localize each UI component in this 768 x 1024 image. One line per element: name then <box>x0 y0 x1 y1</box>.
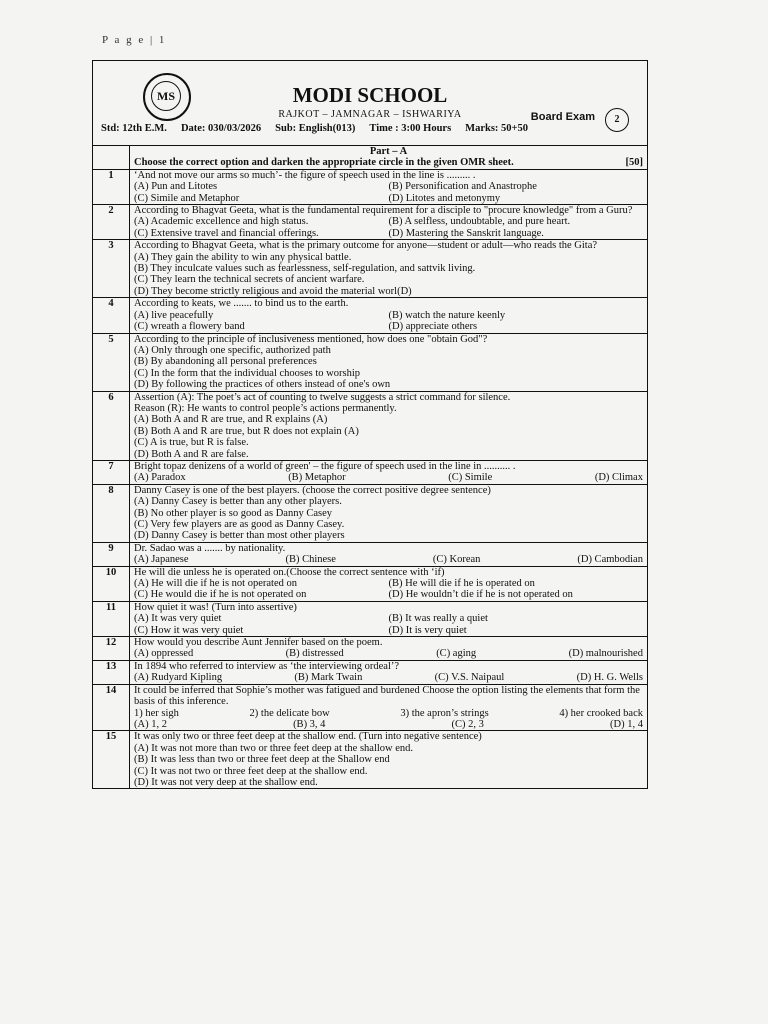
answer-option: (B) distressed <box>285 648 344 660</box>
options-list <box>134 414 643 460</box>
options-row <box>134 648 643 659</box>
part-header-cell <box>130 146 648 170</box>
exam-type: Board Exam <box>530 111 595 123</box>
answer-option: (B) 3, 4 <box>293 718 326 730</box>
question-body <box>130 460 648 484</box>
answer-option: (D) malnourished <box>568 648 643 660</box>
answer-option: (B) He will die if he is operated on <box>388 578 535 590</box>
question-number: 4 <box>93 298 130 333</box>
answer-option: (D) It was not very deep at the shallow end. <box>134 776 318 788</box>
question-row <box>93 333 648 391</box>
question-number: 11 <box>93 601 130 636</box>
options-list <box>134 496 643 542</box>
question-body <box>130 601 648 636</box>
answer-option: (A) Rudyard Kipling <box>134 672 223 684</box>
question-number: 7 <box>93 460 130 484</box>
question-body <box>130 660 648 684</box>
options-row <box>134 672 643 683</box>
answer-option: (A) He will die if he is not operated on <box>134 578 297 590</box>
question-body <box>130 298 648 333</box>
answer-option: (C) A is true, but R is false. <box>134 437 249 449</box>
options-grid <box>134 181 643 204</box>
answer-option: (C) aging <box>436 648 477 660</box>
answer-option: (B) watch the nature keenly <box>388 309 506 321</box>
answer-option: (B) A selfless, undoubtable, and pure heart. <box>388 216 571 228</box>
time-label: Time : 3:00 Hours <box>369 123 452 134</box>
question-number: 5 <box>93 333 130 391</box>
question-text: Danny Casey is one of the best players. (choose the correct positive degree sentence) <box>134 484 491 496</box>
answer-option: (B) Metaphor <box>288 472 346 484</box>
inference-items <box>134 708 643 719</box>
question-row <box>93 684 648 731</box>
question-number: 15 <box>93 731 130 789</box>
answer-option: (D) Mastering the Sanskrit language. <box>388 227 544 239</box>
question-body <box>130 333 648 391</box>
question-body <box>130 542 648 566</box>
answer-option: (C) Extensive travel and financial offerings. <box>134 227 319 239</box>
part-marks: [50] <box>625 157 643 169</box>
question-text: According to the principle of inclusiveness mentioned, how does one "obtain God"? <box>134 333 488 345</box>
question-row <box>93 460 648 484</box>
answer-option: (A) It was very quiet <box>134 613 222 625</box>
logo-emblem: MS <box>151 81 181 111</box>
answer-option: (A) Paradox <box>134 472 186 484</box>
marks-label: Marks: 50+50 <box>465 123 529 134</box>
options-row <box>134 719 643 730</box>
question-number: 13 <box>93 660 130 684</box>
question-number: 12 <box>93 637 130 661</box>
options-grid <box>134 310 643 333</box>
answer-option: (D) Both A and R are false. <box>134 448 249 460</box>
answer-option: (D) Cambodian <box>577 554 643 566</box>
question-text: It was only two or three feet deep at the shallow end. (Turn into negative sentence) <box>134 731 482 743</box>
school-locations: RAJKOT – JAMNAGAR – ISHWARIYA <box>278 109 462 120</box>
question-body <box>130 566 648 601</box>
answer-option: (B) Mark Twain <box>294 672 363 684</box>
question-body <box>130 205 648 240</box>
question-text: He will die unless he is operated on.(Choose the correct sentence with ‘if) <box>134 566 445 578</box>
answer-option: (A) It was not more than two or three feet deep at the shallow end. <box>134 742 414 754</box>
answer-option: (C) How it was very quiet <box>134 624 244 636</box>
date-label: Date: 030/03/2026 <box>180 123 262 134</box>
answer-option: (C) wreath a flowery band <box>134 321 245 333</box>
exam-header <box>92 60 648 145</box>
part-title: Part – A <box>369 146 408 157</box>
part-instruction-row <box>134 157 643 168</box>
question-text: In 1894 who referred to interview as ‘the interviewing ordeal’? <box>134 660 400 672</box>
question-row <box>93 484 648 542</box>
question-row <box>93 205 648 240</box>
question-number: 14 <box>93 684 130 731</box>
answer-option: (B) They inculcate values such as fearlessness, self-regulation, and sattvik living. <box>134 263 476 275</box>
answer-option: (A) Pun and Litotes <box>134 181 218 193</box>
answer-option: (D) Climax <box>594 472 643 484</box>
answer-option: (D) 1, 4 <box>610 718 643 730</box>
answer-option: (A) Both A and R are true, and R explains (A) <box>134 414 328 426</box>
question-row <box>93 637 648 661</box>
paper-number-badge: 2 <box>605 108 629 132</box>
question-number: 2 <box>93 205 130 240</box>
answer-option: (B) No other player is so good as Danny Casey <box>134 507 333 519</box>
answer-option: (D) H. G. Wells <box>576 672 643 684</box>
answer-option: (C) Simile and Metaphor <box>134 192 240 204</box>
question-number: 10 <box>93 566 130 601</box>
subject-label: Sub: English(013) <box>275 123 356 134</box>
options-list <box>134 252 643 298</box>
inference-item: 4) her crooked back <box>559 707 643 719</box>
question-body <box>130 391 648 460</box>
answer-option: (D) It is very quiet <box>388 624 467 636</box>
exam-sheet <box>92 60 648 932</box>
answer-option: (B) Both A and R are true, but R does not explain (A) <box>134 425 359 437</box>
question-body <box>130 731 648 789</box>
options-row <box>134 554 643 565</box>
options-list <box>134 743 643 789</box>
answer-option: (B) Chinese <box>285 554 336 566</box>
answer-option: (D) By following the practices of others instead of one's own <box>134 379 391 391</box>
question-body <box>130 484 648 542</box>
question-number: 6 <box>93 391 130 460</box>
answer-option: (A) Only through one specific, authorized path <box>134 344 331 356</box>
question-row <box>93 542 648 566</box>
page-label: P a g e | 1 <box>102 34 167 46</box>
question-text: How quiet it was! (Turn into assertive) <box>134 601 297 613</box>
question-row <box>93 601 648 636</box>
answer-option: (D) He wouldn’t die if he is not operated on <box>388 589 573 601</box>
question-number: 8 <box>93 484 130 542</box>
part-header-spacer <box>93 146 130 170</box>
answer-option: (C) Korean <box>432 554 481 566</box>
inference-item: 2) the delicate bow <box>249 707 330 719</box>
answer-option: (C) They learn the technical secrets of ancient warfare. <box>134 274 365 286</box>
question-text: Assertion (A): The poet’s act of counting to twelve suggests a strict command for silence. <box>134 391 511 403</box>
answer-option: (B) It was less than two or three feet deep at the Shallow end <box>134 754 390 766</box>
question-text: According to Bhagvat Geeta, what is the primary outcome for anyone—student or adult—who reads the Gita? <box>134 240 598 252</box>
answer-option: (D) Litotes and metonymy <box>388 192 501 204</box>
question-row <box>93 566 648 601</box>
inference-item: 1) her sigh <box>134 707 179 719</box>
options-grid <box>134 216 643 239</box>
question-body <box>130 637 648 661</box>
question-row <box>93 169 648 204</box>
question-number: 9 <box>93 542 130 566</box>
answer-option: (C) It was not two or three feet deep at the shallow end. <box>134 765 368 777</box>
part-header-row <box>93 146 648 170</box>
options-row <box>134 472 643 483</box>
part-instruction: Choose the correct option and darken the appropriate circle in the given OMR sheet. <box>134 157 514 169</box>
answer-option: (A) live peacefully <box>134 309 214 321</box>
question-text: ‘And not move our arms so much’- the figure of speech used in the line is ......... . <box>134 169 476 181</box>
question-text: Bright topaz denizens of a world of green' – the figure of speech used in the line in .......... . <box>134 460 516 472</box>
question-body <box>130 684 648 731</box>
answer-option: (A) 1, 2 <box>134 718 167 730</box>
answer-option: (A) Danny Casey is better than any other players. <box>134 496 342 508</box>
answer-option: (B) Personification and Anastrophe <box>388 181 537 193</box>
question-text-reason: Reason (R): He wants to control people’s actions permanently. <box>134 402 397 414</box>
answer-option: (C) In the form that the individual chooses to worship <box>134 367 361 379</box>
question-text: According to Bhagvat Geeta, what is the fundamental requirement for a disciple to "procure knowledge" from a Guru? <box>134 205 633 217</box>
answer-option: (A) Academic excellence and high status. <box>134 216 309 228</box>
question-number: 3 <box>93 240 130 298</box>
answer-option: (D) Danny Casey is better than most other players <box>134 530 345 542</box>
answer-option: (B) It was really a quiet <box>388 613 488 625</box>
question-row <box>93 240 648 298</box>
answer-option: (D) They become strictly religious and avoid the material worl(D) <box>134 285 412 297</box>
answer-option: (D) appreciate others <box>388 321 478 333</box>
question-row <box>93 298 648 333</box>
answer-option: (C) Very few players are as good as Danny Casey. <box>134 519 345 530</box>
answer-option: (A) Japanese <box>134 554 189 566</box>
standard-label: Std: 12th E.M. <box>101 123 167 134</box>
answer-option: (A) They gain the ability to win any physical battle. <box>134 251 352 263</box>
question-body <box>130 240 648 298</box>
question-row <box>93 660 648 684</box>
answer-option: (C) Simile <box>448 472 493 484</box>
options-grid <box>134 578 643 601</box>
answer-option: (C) 2, 3 <box>451 718 484 730</box>
question-row <box>93 391 648 460</box>
exam-info-row <box>101 123 639 134</box>
question-row <box>93 731 648 789</box>
question-text: Dr. Sadao was a ....... by nationality. <box>134 542 286 554</box>
answer-option: (C) He would die if he is not operated on <box>134 589 307 601</box>
answer-option: (B) By abandoning all personal preferences <box>134 356 317 368</box>
question-number: 1 <box>93 169 130 204</box>
options-grid <box>134 613 643 636</box>
question-text: According to keats, we ....... to bind us to the earth. <box>134 298 349 310</box>
answer-option: (A) oppressed <box>134 648 194 660</box>
inference-item: 3) the apron’s strings <box>400 707 489 719</box>
question-table <box>92 145 648 789</box>
question-text: It could be inferred that Sophie’s mother was fatigued and burdened Choose the option listing the elements that form the basis of this inference. <box>134 684 640 708</box>
options-list <box>134 345 643 391</box>
answer-option: (C) V.S. Naipaul <box>434 672 505 684</box>
school-name: MODI SCHOOL <box>292 83 448 107</box>
question-body <box>130 169 648 204</box>
question-text: How would you describe Aunt Jennifer based on the poem. <box>134 637 383 649</box>
